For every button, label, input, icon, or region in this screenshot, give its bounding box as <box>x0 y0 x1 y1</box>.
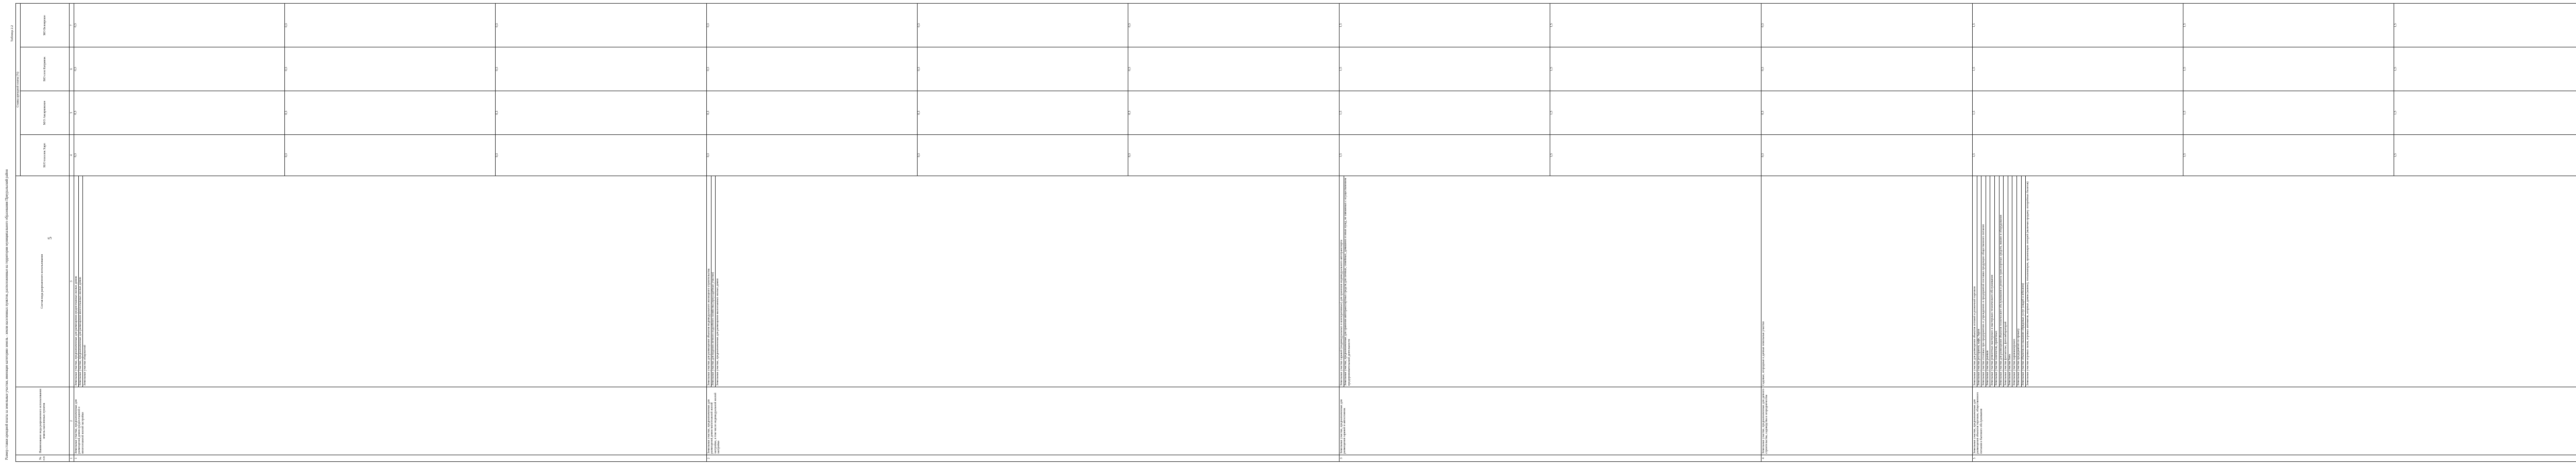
rate-value: 1,5 <box>1973 135 2183 176</box>
rate-value: 0,3 <box>74 47 285 91</box>
rate-value: 0,3 <box>74 135 285 176</box>
rate-value: 0,3 <box>918 47 1128 91</box>
rate-value: 1,5 <box>2183 4 2394 47</box>
index-cell: 4 <box>70 135 74 176</box>
rate-value: 0,3 <box>1128 23 1131 27</box>
rate-value: 0,3 <box>1761 67 1765 71</box>
index-cell: 2 <box>70 387 74 455</box>
rate-value: 0,3 <box>707 135 918 176</box>
composition-item: Земельные участки ремонтных мастерских и мастерских технического обслуживания <box>1990 176 1995 387</box>
rate-value: 1,5 <box>2394 4 2576 47</box>
rate-value: 1,5 <box>1340 91 1550 134</box>
composition-item: Земельные участки объектов по оказанию обрядовых услуг (свадеб и юбилеев) <box>2022 176 2026 387</box>
composition-item: Земельные участки, предназначенные для размещения малоэтажных жилых домов <box>716 278 719 386</box>
rate-value: 1,5 <box>2394 135 2576 176</box>
composition-item: Земельные участки фотоателье, фотолабораторий <box>2004 176 2008 387</box>
rate-value: 0,3 <box>707 47 918 91</box>
composition-item: Земельные участки столовых при предприятиях и учреждениях и предприятий поставки продукции общественного питания <box>1981 176 1986 387</box>
index-cell: 1 <box>70 455 74 462</box>
rate-column-cell <box>1340 3 1761 47</box>
composition-item: Земельные участки общежитий <box>83 344 87 386</box>
rate-value: 0,3 <box>285 91 496 134</box>
row-composition <box>707 176 1340 387</box>
rate-value: 1,5 <box>2394 91 2576 134</box>
rent-rate-table <box>15 3 2576 462</box>
rate-value: 1,5 <box>1550 23 1553 27</box>
rate-column-cell <box>1973 91 2576 135</box>
rate-value: 0,3 <box>496 153 499 158</box>
row-category-name: Земельные участки, предназначенные для размещения домов среднеэтажной и многоэтажной жилой застройки <box>74 387 707 455</box>
rate-column-cell <box>1761 3 1973 47</box>
rate-column-cell <box>707 3 1340 47</box>
rate-value: 0,3 <box>74 4 285 47</box>
index-cell: 5 <box>70 91 74 135</box>
table-row <box>74 3 707 461</box>
composition-item: Земельные участки для размещения объектов индивидуального жилищного строительства <box>707 176 711 387</box>
rate-value: 0,3 <box>496 67 499 71</box>
rate-column-cell <box>1761 47 1973 91</box>
rate-value: 1,5 <box>1973 47 2183 91</box>
rate-column-cell <box>74 47 707 91</box>
row-category-name: Земельные участки, предназначенные для дачного строительства, садоводства и огородничества <box>1761 387 1973 455</box>
rate-column-cell <box>1340 91 1761 135</box>
header-rate-group: Ставка арендной платы (%) <box>16 3 21 176</box>
rate-column-cell <box>1973 3 2576 47</box>
composition-item: Земельные участки игровых залов, игровых автоматов, игорных домов (казино), тотализаторов, организации лотерей (включая продажу лотерейных билетов) <box>2026 181 2029 386</box>
rate-value: 0,3 <box>1128 111 1131 115</box>
rate-value: 0,3 <box>496 23 499 27</box>
rate-value: 0,3 <box>285 135 496 176</box>
rate-value: 0,3 <box>1128 67 1131 71</box>
composition-item: Садовые, огородные и дачные земельные участки <box>1761 321 1765 386</box>
rate-value: 1,5 <box>1973 4 2183 47</box>
header-composition: Состав вида разрешенного использования <box>16 176 70 387</box>
rate-value: 0,3 <box>918 135 1128 176</box>
row-number: 5 <box>1973 455 2576 462</box>
rate-value: 0,3 <box>707 4 918 47</box>
header-col-aksarka: М/О Аксарковское <box>21 91 70 135</box>
table-row <box>1340 3 1761 461</box>
index-cell: 7 <box>70 3 74 47</box>
rate-value: 1,5 <box>2394 47 2576 91</box>
row-composition <box>1973 176 2576 387</box>
rate-value: 0,3 <box>1761 23 1765 27</box>
row-number: 2 <box>707 455 1340 462</box>
rate-column-cell <box>1340 135 1761 176</box>
table-row <box>1973 3 2576 461</box>
rate-value: 1,5 <box>1550 111 1553 115</box>
table-label: Таблица 2.2 <box>10 25 14 42</box>
composition-item: Земельные участки, предназначенные для размещения среднеэтажных жилых домов <box>74 176 79 387</box>
header-name: Наименование вида разрешенного использования земель населенных пунктов <box>16 387 70 455</box>
rate-value: 0,3 <box>918 91 1128 134</box>
composition-item: Земельные участки рынков <box>1986 176 1991 387</box>
table-row <box>707 3 1340 461</box>
header-col-beloyarsk: МО Белоярское <box>21 3 70 47</box>
header-col-harp: М/О поселок Харп <box>21 135 70 176</box>
index-row <box>70 3 74 461</box>
row-number: 3 <box>1340 455 1761 462</box>
composition-item: Земельные участки, предназначенные для размещения многоэтажных жилых домов <box>79 176 83 387</box>
rate-value: 1,5 <box>1550 153 1553 158</box>
row-number: 4 <box>1761 455 1973 462</box>
header-col-katravozh: МО село Катравож <box>21 47 70 91</box>
rate-value: 0,3 <box>707 91 918 134</box>
rate-column-cell <box>1761 135 1973 176</box>
rate-value: 0,3 <box>1128 153 1131 158</box>
composition-item: Земельные участки гаражей (индивидуальных и кооперативных) для хранения индивидуального автотранспорта <box>1340 176 1344 387</box>
rate-column-cell <box>1340 47 1761 91</box>
page-number: 5 <box>47 237 53 239</box>
rate-value: 1,5 <box>1340 4 1550 47</box>
row-category-name: Земельные участки, предназначенные для размещения объектов торговли, общественного питания и бытового обслуживания <box>1973 387 2576 455</box>
row-category-name: Земельные участки, предназначенные для размещения домов малоэтажной жилой застройки, в том числе индивидуальной жилой застройки <box>707 387 1340 455</box>
index-cell: 6 <box>70 47 74 91</box>
composition-item: Земельные участки, предназначенные для хранения автотранспортных средств для личных, семейных, домашних и иных нужд, не связанных с осуществлением предпринимательской деятельности <box>1344 178 1351 386</box>
rate-column-cell <box>74 135 707 176</box>
header-num: № п/п <box>16 455 70 462</box>
rate-value: 0,3 <box>496 111 499 115</box>
row-category-name: Земельные участки, предназначенные для размещения гаражей и автостоянок <box>1340 387 1761 455</box>
rate-column-cell <box>707 91 1340 135</box>
rate-value: 0,3 <box>74 91 285 134</box>
table-body <box>70 3 2576 461</box>
row-composition <box>1761 176 1973 387</box>
rate-value: 0,3 <box>918 4 1128 47</box>
rate-value: 0,3 <box>285 47 496 91</box>
rate-column-cell <box>74 3 707 47</box>
row-composition <box>74 176 707 387</box>
rate-value: 0,3 <box>1761 153 1765 158</box>
composition-item: Земельные участки для размещения объектов оптовой и розничной торговли <box>1973 176 1977 387</box>
rate-value: 0,3 <box>285 4 496 47</box>
rate-value: 1,5 <box>2183 135 2394 176</box>
rate-value: 1,5 <box>1973 91 2183 134</box>
rate-value: 1,5 <box>1550 67 1553 71</box>
table-caption: Размер ставки арендной платы за земельные участки, имеющие категорию земель - земли населенных пунктов, расположенные на территории муниципального образования Приуральский район <box>5 169 9 460</box>
composition-item: Земельные участки парикмахерских <box>2012 176 2017 387</box>
rate-column-cell <box>1973 47 2576 91</box>
rate-value: 1,5 <box>2183 47 2394 91</box>
composition-item: Земельные участки химчисток, прачечных <box>1995 176 1999 387</box>
composition-item: Земельные участки предприятий по прокату <box>2017 176 2022 387</box>
rate-column-cell <box>707 47 1340 91</box>
composition-item: Земельные участки для размещения объектов технического обслуживания и ремонта транспортных средств, машин и оборудования <box>1999 176 2004 387</box>
table-row <box>1761 3 1973 461</box>
rate-value: 1,5 <box>2183 91 2394 134</box>
rate-column-cell <box>707 135 1340 176</box>
row-composition <box>1340 176 1761 387</box>
rate-value: 1,5 <box>1340 47 1550 91</box>
composition-item: Земельные участки ресторанов, кафе, баров <box>1977 176 1982 387</box>
rate-column-cell <box>74 91 707 135</box>
row-number: 1 <box>74 455 707 462</box>
rate-value: 0,3 <box>1761 111 1765 115</box>
composition-item: Земельные участки бань <box>2008 176 2013 387</box>
rate-value: 1,5 <box>1340 135 1550 176</box>
rate-column-cell <box>1973 135 2576 176</box>
composition-item: Земельные участки для ведения личного подсобного хозяйства (приусадебные участки) <box>711 176 716 387</box>
index-cell: 3 <box>70 176 74 387</box>
rate-column-cell <box>1761 91 1973 135</box>
